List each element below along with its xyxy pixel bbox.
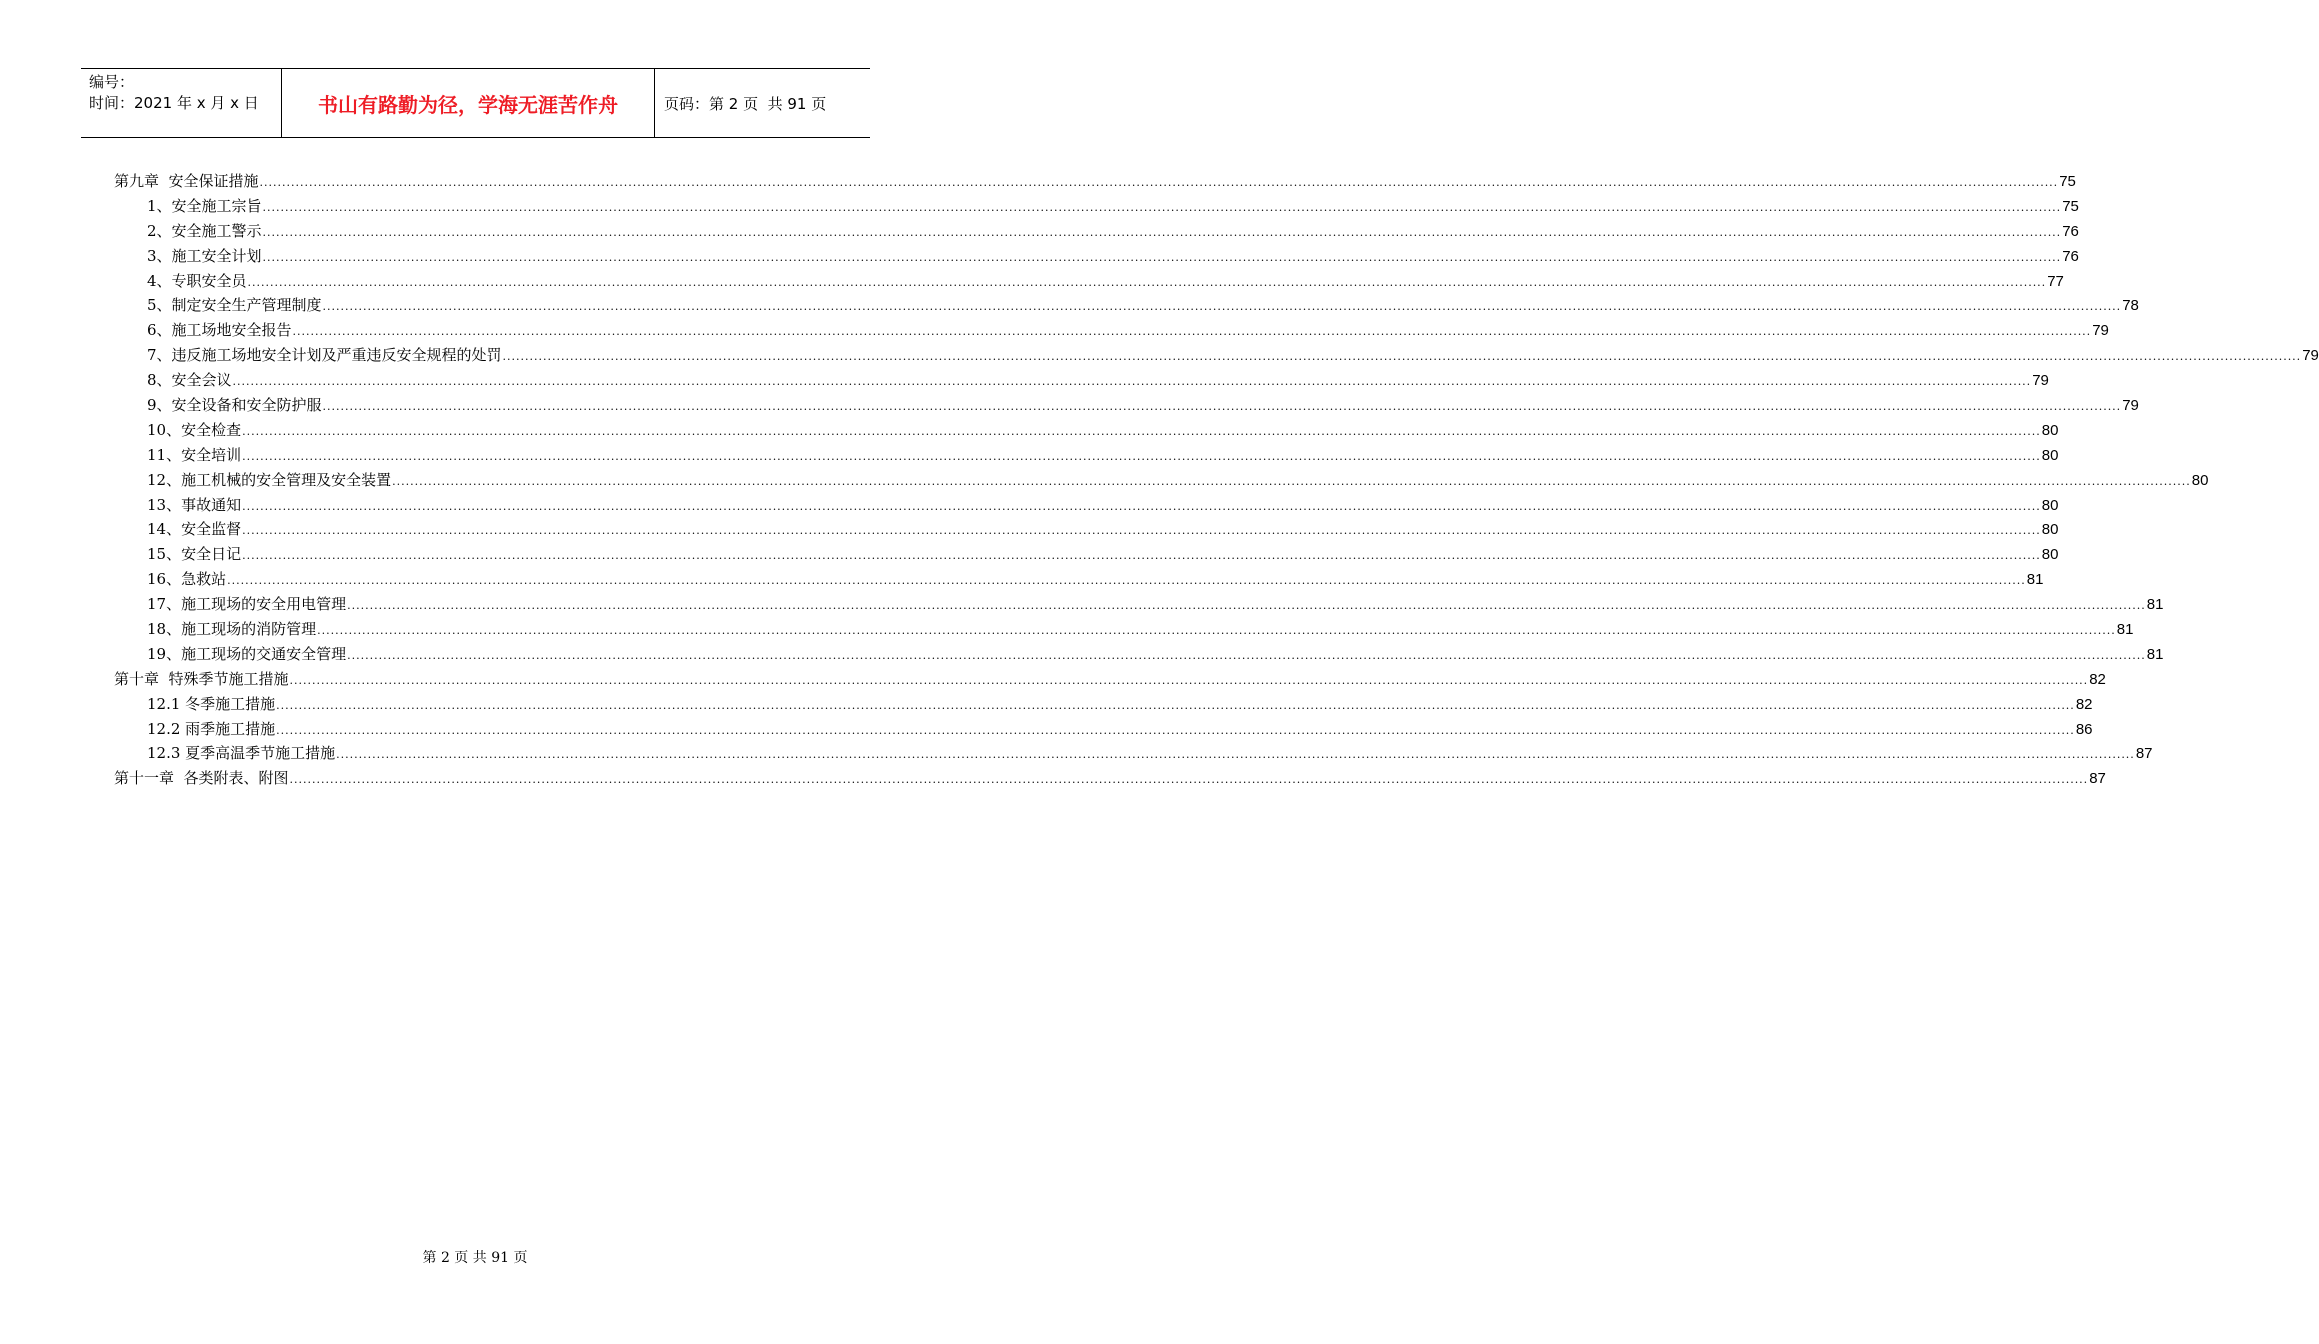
toc-entry-label: 12、施工机械的安全管理及安全装置 xyxy=(147,470,392,489)
page-footer xyxy=(0,1247,950,1267)
toc-entry-label: 15、安全日记 xyxy=(147,545,242,564)
toc-dot-leader: ................................................................................................................................................................................................................................................................................................................................................................................................................ xyxy=(242,424,2041,438)
toc-entry-page: 79 xyxy=(2032,372,2049,390)
toc-entry-page: 75 xyxy=(2062,197,2079,215)
toc-entry-label: 11、安全培训 xyxy=(147,445,242,464)
toc-entry[interactable] xyxy=(114,369,2049,394)
toc-entry[interactable] xyxy=(114,718,2093,743)
toc-entry-page: 75 xyxy=(2059,173,2076,190)
toc-entry-page: 87 xyxy=(2135,745,2153,763)
toc-entry-label: 第九章 安全保证措施 xyxy=(114,172,259,190)
toc-entry-page: 80 xyxy=(2041,421,2059,439)
toc-dot-leader: ................................................................................................................................................................................................................................................................................................................................................................................................................ xyxy=(242,524,2041,538)
toc-entry-label: 9、安全设备和安全防护服 xyxy=(147,396,322,415)
toc-entry-label: 8、安全会议 xyxy=(147,371,232,390)
toc-entry-label: 7、违反施工场地安全计划及严重违反安全规程的处罚 xyxy=(147,346,502,365)
toc-entry[interactable] xyxy=(114,245,2079,270)
toc-entry[interactable] xyxy=(114,593,2164,618)
toc-entry-page: 81 xyxy=(2026,571,2044,589)
toc-dot-leader: ................................................................................................................................................................................................................................................................................................................................................................................................................ xyxy=(289,673,2089,687)
toc-entry[interactable] xyxy=(114,767,2106,792)
toc-entry-label: 17、施工现场的安全用电管理 xyxy=(147,595,347,614)
toc-entry[interactable] xyxy=(114,220,2079,245)
toc-dot-leader: ................................................................................................................................................................................................................................................................................................................................................................................................................ xyxy=(247,275,2047,289)
toc-entry[interactable] xyxy=(114,270,2064,295)
toc-entry-label: 3、施工安全计划 xyxy=(147,246,262,265)
toc-entry-label: 13、事故通知 xyxy=(147,495,242,514)
toc-dot-leader: ................................................................................................................................................................................................................................................................................................................................................................................................................ xyxy=(259,176,2059,189)
toc-entry[interactable] xyxy=(114,643,2164,668)
toc-entry[interactable] xyxy=(114,518,2059,543)
toc-entry[interactable] xyxy=(114,419,2059,444)
toc-dot-leader: ................................................................................................................................................................................................................................................................................................................................................................................................................ xyxy=(232,375,2032,389)
toc-dot-leader: ................................................................................................................................................................................................................................................................................................................................................................................................................ xyxy=(322,300,2122,314)
toc-dot-leader: ................................................................................................................................................................................................................................................................................................................................................................................................................ xyxy=(276,698,2075,712)
toc-dot-leader: ................................................................................................................................................................................................................................................................................................................................................................................................................ xyxy=(242,449,2041,463)
toc-dot-leader: ................................................................................................................................................................................................................................................................................................................................................................................................................ xyxy=(347,599,2146,613)
toc-entry-page: 79 xyxy=(2302,347,2319,365)
toc-entry-page: 87 xyxy=(2089,770,2106,788)
document-date: 时间：2021 年 x 月 x 日 xyxy=(89,94,259,112)
toc-entry-page: 81 xyxy=(2146,645,2164,663)
toc-entry-page: 80 xyxy=(2191,471,2209,489)
toc-entry-page: 80 xyxy=(2041,446,2059,464)
toc-entry-label: 6、施工场地安全报告 xyxy=(147,321,292,340)
toc-entry-label: 18、施工现场的消防管理 xyxy=(147,620,317,639)
toc-entry[interactable] xyxy=(114,568,2044,593)
toc-entry[interactable] xyxy=(114,195,2079,220)
toc-entry[interactable] xyxy=(114,543,2059,568)
header-meta xyxy=(81,69,281,137)
document-number-label: 编号： xyxy=(89,73,135,91)
toc-dot-leader: ................................................................................................................................................................................................................................................................................................................................................................................................................ xyxy=(317,624,2116,638)
toc-entry-page: 76 xyxy=(2062,247,2079,265)
footer-page-number: 第 2 页 共 91 页 xyxy=(422,1250,528,1266)
toc-entry[interactable] xyxy=(114,494,2059,519)
toc-entry[interactable] xyxy=(114,444,2059,469)
toc-entry[interactable] xyxy=(114,394,2139,419)
toc-entry-page: 81 xyxy=(2146,596,2164,614)
toc-entry-page: 82 xyxy=(2075,695,2093,713)
toc-dot-leader: ................................................................................................................................................................................................................................................................................................................................................................................................................ xyxy=(289,773,2089,787)
toc-entry-page: 78 xyxy=(2122,297,2139,315)
toc-dot-leader: ................................................................................................................................................................................................................................................................................................................................................................................................................ xyxy=(262,200,2062,214)
toc-entry-label: 12.2 雨季施工措施 xyxy=(147,719,276,738)
toc-entry-page: 76 xyxy=(2062,222,2079,240)
toc-entry-label: 第十一章 各类附表、附图 xyxy=(114,769,289,788)
toc-dot-leader: ................................................................................................................................................................................................................................................................................................................................................................................................................ xyxy=(262,250,2062,264)
toc-entry-page: 81 xyxy=(2116,621,2134,639)
toc-entry[interactable] xyxy=(114,668,2106,693)
toc-entry-label: 第十章 特殊季节施工措施 xyxy=(114,669,289,688)
toc-entry-label: 19、施工现场的交通安全管理 xyxy=(147,644,347,663)
toc-entry-label: 12.3 夏季高温季节施工措施 xyxy=(147,744,336,763)
toc-entry-page: 80 xyxy=(2041,546,2059,564)
toc-entry-label: 16、急救站 xyxy=(147,570,227,589)
table-of-contents xyxy=(114,170,2319,792)
toc-entry-label: 2、安全施工警示 xyxy=(147,221,262,240)
toc-dot-leader: ................................................................................................................................................................................................................................................................................................................................................................................................................ xyxy=(392,474,2191,488)
toc-dot-leader: ................................................................................................................................................................................................................................................................................................................................................................................................................ xyxy=(322,400,2122,414)
toc-entry-label: 1、安全施工宗旨 xyxy=(147,196,262,215)
toc-entry[interactable] xyxy=(114,344,2319,369)
toc-entry[interactable] xyxy=(114,170,2076,195)
toc-entry-label: 12.1 冬季施工措施 xyxy=(147,694,276,713)
header-page-label: 页码：第 2 页 共 91 页 xyxy=(664,94,827,113)
header-page-info xyxy=(655,69,870,137)
page-header xyxy=(81,68,870,138)
toc-dot-leader: ................................................................................................................................................................................................................................................................................................................................................................................................................ xyxy=(242,549,2041,563)
toc-entry[interactable] xyxy=(114,319,2109,344)
toc-entry-label: 4、专职安全员 xyxy=(147,271,247,290)
toc-entry-page: 80 xyxy=(2041,496,2059,514)
toc-entry-page: 82 xyxy=(2089,670,2106,688)
toc-entry-page: 80 xyxy=(2041,521,2059,539)
toc-dot-leader: ................................................................................................................................................................................................................................................................................................................................................................................................................ xyxy=(347,648,2146,662)
toc-entry-page: 79 xyxy=(2122,397,2139,415)
toc-entry-label: 14、安全监督 xyxy=(147,520,242,539)
toc-dot-leader: ................................................................................................................................................................................................................................................................................................................................................................................................................ xyxy=(227,574,2026,588)
toc-dot-leader: ................................................................................................................................................................................................................................................................................................................................................................................................................ xyxy=(336,748,2135,762)
toc-entry[interactable] xyxy=(114,693,2093,718)
toc-dot-leader: ................................................................................................................................................................................................................................................................................................................................................................................................................ xyxy=(502,350,2302,364)
toc-entry[interactable] xyxy=(114,742,2153,767)
toc-entry[interactable] xyxy=(114,294,2139,319)
toc-entry-page: 86 xyxy=(2075,720,2093,738)
toc-entry[interactable] xyxy=(114,469,2209,494)
toc-entry-label: 10、安全检查 xyxy=(147,420,242,439)
toc-entry[interactable] xyxy=(114,618,2134,643)
toc-dot-leader: ................................................................................................................................................................................................................................................................................................................................................................................................................ xyxy=(292,325,2092,339)
toc-entry-page: 79 xyxy=(2092,322,2109,340)
toc-entry-label: 5、制定安全生产管理制度 xyxy=(147,296,322,315)
toc-dot-leader: ................................................................................................................................................................................................................................................................................................................................................................................................................ xyxy=(262,225,2062,239)
toc-dot-leader: ................................................................................................................................................................................................................................................................................................................................................................................................................ xyxy=(242,499,2041,513)
header-motto: 书山有路勤为径，学海无涯苦作舟 xyxy=(281,69,655,137)
toc-entry-page: 77 xyxy=(2047,272,2064,290)
toc-dot-leader: ................................................................................................................................................................................................................................................................................................................................................................................................................ xyxy=(276,723,2075,737)
